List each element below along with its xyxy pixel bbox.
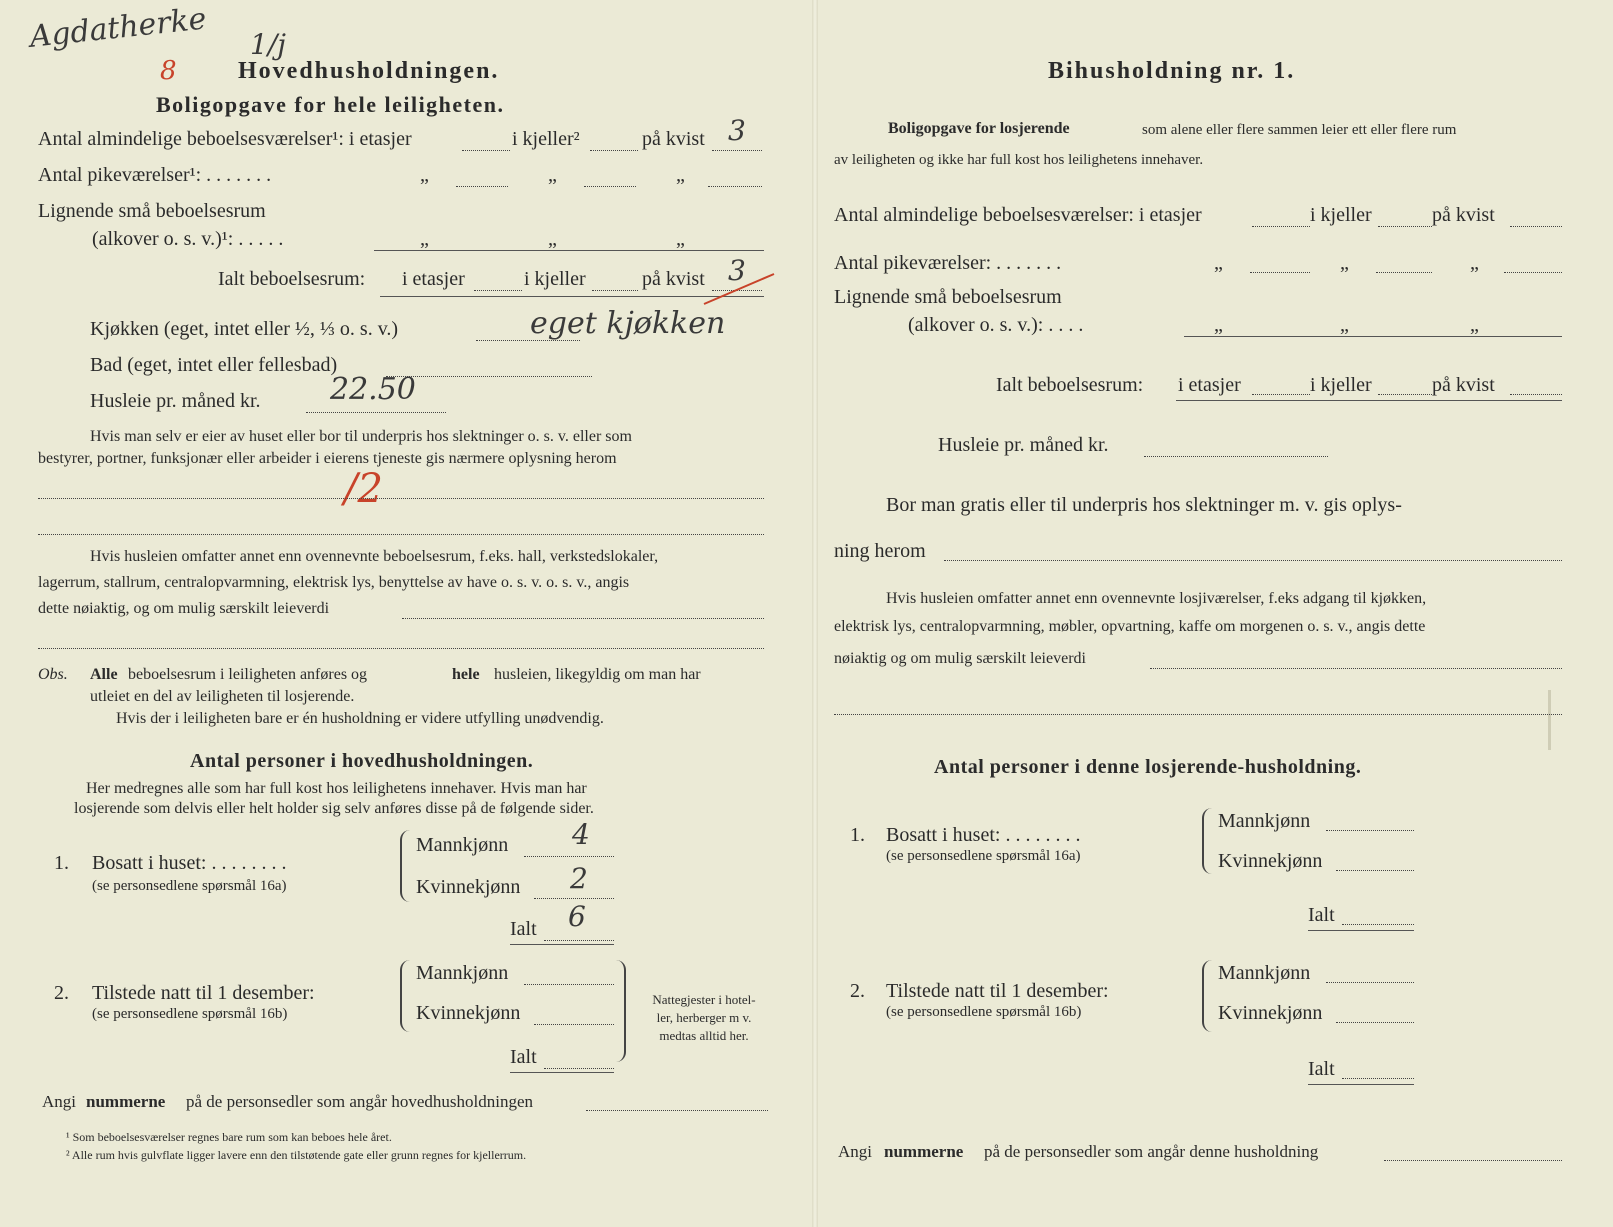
obs-text1: beboelsesrum i leiligheten anføres og [128, 666, 368, 683]
r-alkover-field-line[interactable] [1184, 336, 1562, 337]
pike-etasjer-field[interactable] [456, 186, 508, 187]
kjokken-value: eget kjøkken [530, 306, 726, 341]
q1-kvinne-label: Kvinnekjønn [416, 876, 521, 898]
q1-ialt-label: Ialt [510, 918, 537, 940]
q1-label: Bosatt i huset: . . . . . . . . [92, 852, 287, 874]
angi-bold: nummerne [86, 1092, 166, 1111]
eier-text-line2: bestyrer, portner, funksjonær eller arbeider i eierens tjeneste gis nærmere oplysning herom [38, 450, 617, 467]
q1-number: 1. [54, 852, 69, 874]
omfatter-field-line1[interactable] [402, 618, 764, 619]
r-pike-kvist-field[interactable] [1504, 272, 1562, 273]
ditto-mark: „ [420, 164, 429, 186]
r-rooms-kjeller-field[interactable] [1378, 226, 1432, 227]
r-ialt-rooms-label: Ialt beboelsesrum: [996, 374, 1144, 396]
ditto-mark: „ [1470, 314, 1479, 336]
paper-edge-mark [1548, 690, 1551, 750]
ditto-mark: „ [1470, 252, 1479, 274]
ditto-mark: „ [548, 164, 557, 186]
ditto-mark: „ [420, 228, 429, 250]
r-q2-kvinne-field[interactable] [1336, 1022, 1414, 1023]
q2-sub: (se personsedlene spørsmål 16b) [92, 1006, 288, 1022]
ialt-kvist-label: på kvist [642, 268, 705, 290]
r-angi-field[interactable] [1384, 1160, 1562, 1161]
r-q1-ialt-field[interactable] [1342, 924, 1414, 925]
r-omfatter-field2[interactable] [834, 714, 1562, 715]
ialt-kjeller-field[interactable] [592, 290, 638, 291]
ditto-mark: „ [676, 164, 685, 186]
q1-brace [400, 830, 412, 902]
obs-bold-hele: hele [452, 666, 480, 683]
r-omfatter-line3: nøiaktig og om mulig særskilt leieverdi [834, 650, 1086, 667]
q2-label: Tilstede natt til 1 desember: [92, 982, 315, 1004]
rooms-label: Antal almindelige beboelsesværelser¹: i etasjer [38, 128, 412, 150]
r-pike-kjeller-field[interactable] [1376, 272, 1432, 273]
r-q1-mann-field[interactable] [1326, 830, 1414, 831]
q1-kvinne-field[interactable] [534, 898, 614, 899]
ialt-kjeller-label: i kjeller [524, 268, 586, 290]
r-ialt-kvist-label: på kvist [1432, 374, 1495, 396]
q2-number: 2. [54, 982, 69, 1004]
r-q2-sub: (se personsedlene spørsmål 16b) [886, 1004, 1082, 1020]
r-ialt-etasjer-label: i etasjer [1178, 374, 1241, 396]
rooms-kvist-field[interactable] [712, 150, 762, 151]
handwritten-red-number: 8 [160, 56, 177, 86]
q2-right-brace [614, 960, 626, 1062]
r-q1-kvinne-label: Kvinnekjønn [1218, 850, 1323, 872]
q1-sub: (se personsedlene spørsmål 16a) [92, 878, 287, 894]
r-omfatter-line2: elektrisk lys, centralopvarmning, møbler, opvartning, kaffe om morgenen o. s. v., angis dette [834, 618, 1426, 635]
ditto-mark: „ [1214, 252, 1223, 274]
red-handwritten-mark: /2 [344, 466, 383, 512]
lignende-label: Lignende små beboelsesrum [38, 200, 266, 222]
q2-kvinne-field[interactable] [534, 1024, 614, 1025]
obs-bold-alle: Alle [90, 666, 118, 683]
omfatter-text-line3: dette nøiaktig, og om mulig særskilt leieverdi [38, 600, 330, 617]
page-fold [812, 0, 818, 1227]
red-check-mark [700, 270, 780, 310]
r-angi-bold: nummerne [884, 1142, 964, 1161]
r-rooms-kjeller-label: i kjeller [1310, 204, 1372, 226]
footnote-2: ² Alle rum hvis gulvflate ligger lavere enn den tilstøtende gate eller grunn regnes for kjellerrum. [66, 1148, 527, 1162]
r-rooms-etasjer-field[interactable] [1252, 226, 1310, 227]
alkover-label: (alkover o. s. v.)¹: . . . . . [92, 228, 284, 250]
r-q2-kvinne-label: Kvinnekjønn [1218, 1002, 1323, 1024]
q1-ialt-underline [510, 944, 614, 945]
ialt-kvist-value: 3 [728, 254, 746, 287]
q1-ialt-field[interactable] [544, 940, 614, 941]
rooms-kjeller-field[interactable] [590, 150, 638, 151]
q2-brace [400, 960, 412, 1032]
husleie-label: Husleie pr. måned kr. [90, 390, 261, 412]
omfatter-field-line2[interactable] [38, 648, 764, 649]
angi-pre: Angi [42, 1092, 76, 1111]
q1-mann-label: Mannkjønn [416, 834, 509, 856]
ialt-etasjer-field[interactable] [474, 290, 522, 291]
r-pike-label: Antal pikeværelser: . . . . . . . [834, 252, 1062, 274]
rooms-kvist-value: 3 [728, 114, 746, 147]
pike-kjeller-field[interactable] [584, 186, 636, 187]
bad-field[interactable] [386, 376, 592, 377]
r-omfatter-field1[interactable] [1150, 668, 1562, 669]
nattegjester-note-line1: Nattegjester i hotel- [652, 992, 756, 1007]
ditto-mark: „ [1340, 252, 1349, 274]
r-q1-sub: (se personsedlene spørsmål 16a) [886, 848, 1081, 864]
r-ialt-underline [1176, 400, 1562, 401]
nattegjester-note-line3: medtas alltid her. [659, 1028, 749, 1043]
r-q1-label: Bosatt i huset: . . . . . . . . [886, 824, 1081, 846]
q1-mann-field[interactable] [524, 856, 614, 857]
ditto-mark: „ [1340, 314, 1349, 336]
ialt-etasjer-label: i etasjer [402, 268, 465, 290]
r-ialt-kjeller-label: i kjeller [1310, 374, 1372, 396]
eier-text-line1: Hvis man selv er eier av huset eller bor til underpris hos slektninger o. s. v. eller som [90, 428, 632, 445]
r-q2-number: 2. [850, 980, 865, 1002]
alkover-field-line[interactable] [374, 250, 764, 251]
r-q2-brace [1202, 960, 1214, 1032]
pike-label: Antal pikeværelser¹: . . . . . . . [38, 164, 272, 186]
handwritten-corner-note: Agdatherke [28, 1, 209, 55]
ditto-mark: „ [548, 228, 557, 250]
q2-mann-field[interactable] [524, 984, 614, 985]
r-q2-ialt-label: Ialt [1308, 1058, 1335, 1080]
r-ialt-kvist-field[interactable] [1510, 394, 1562, 395]
footnote-1: ¹ Som beboelsesværelser regnes bare rum som kan beboes hele året. [66, 1130, 392, 1144]
intro-line2: av leiligheten og ikke har full kost hos leilighetens innehaver. [834, 152, 1204, 168]
antal-text-line2: losjerende som delvis eller helt holder sig selv anføres disse på de følgende sider. [74, 800, 594, 817]
pike-kvist-field[interactable] [708, 186, 762, 187]
antal-text-line1: Her medregnes alle som har full kost hos leilighetens innehaver. Hvis man har [86, 780, 587, 797]
r-rooms-label: Antal almindelige beboelsesværelser: i etasjer [834, 204, 1202, 226]
r-q2-mann-label: Mannkjønn [1218, 962, 1311, 984]
r-q1-number: 1. [850, 824, 865, 846]
main-household-title: Hovedhusholdningen. [238, 58, 500, 84]
gratis-field[interactable] [944, 560, 1562, 561]
gratis-line2: ning herom [834, 540, 926, 562]
r-pike-etasjer-field[interactable] [1250, 272, 1310, 273]
r-q1-mann-label: Mannkjønn [1218, 810, 1311, 832]
rooms-etasjer-field[interactable] [462, 150, 510, 151]
r-lignende-label: Lignende små beboelsesrum [834, 286, 1062, 308]
obs-text3: utleiet en del av leiligheten til losjerende. [90, 688, 355, 705]
omfatter-text-line2: lagerrum, stallrum, centralopvarmning, elektrisk lys, benyttelse av have o. s. v. o. s. v., angis [38, 574, 630, 591]
bihusholdning-title: Bihusholdning nr. 1. [1048, 58, 1296, 84]
rooms-kvist-label: på kvist [642, 128, 705, 150]
ialt-rooms-label: Ialt beboelsesrum: [218, 268, 366, 290]
intro-bold: Boligopgave for losjerende [888, 120, 1070, 137]
q2-ialt-underline [510, 1072, 614, 1073]
r-q2-label: Tilstede natt til 1 desember: [886, 980, 1109, 1002]
r-q2-ialt-field[interactable] [1342, 1078, 1414, 1079]
main-household-subtitle: Boligopgave for hele leiligheten. [156, 92, 505, 117]
obs-text4: Hvis der i leiligheten bare er én husholdning er videre utfylling unødvendig. [116, 710, 604, 727]
ditto-mark: „ [676, 228, 685, 250]
omfatter-text-line1: Hvis husleien omfatter annet enn ovennevnte beboelsesrum, f.eks. hall, verkstedslokaler, [90, 548, 659, 565]
ditto-mark: „ [1214, 314, 1223, 336]
angi-field[interactable] [586, 1110, 768, 1111]
r-alkover-label: (alkover o. s. v.): . . . . [908, 314, 1084, 336]
rooms-kjeller-label: i kjeller² [512, 128, 580, 150]
husleie-field[interactable] [306, 412, 446, 413]
r-angi-post: på de personsedler som angår denne husholdning [984, 1142, 1319, 1161]
q1-kvinne-value: 2 [570, 862, 588, 895]
r-rooms-kvist-label: på kvist [1432, 204, 1495, 226]
r-ialt-kjeller-field[interactable] [1378, 394, 1432, 395]
kjokken-label: Kjøkken (eget, intet eller ½, ⅓ o. s. v.) [90, 318, 399, 340]
r-q1-ialt-label: Ialt [1308, 904, 1335, 926]
handwritten-corner-mark: 1/j [250, 28, 286, 61]
q2-mann-label: Mannkjønn [416, 962, 509, 984]
intro-line1: som alene eller flere sammen leier ett eller flere rum [1142, 122, 1457, 138]
r-q1-ialt-underline [1308, 930, 1414, 931]
r-q2-mann-field[interactable] [1326, 982, 1414, 983]
r-ialt-etasjer-field[interactable] [1252, 394, 1310, 395]
r-q2-ialt-underline [1308, 1084, 1414, 1085]
eier-field-line2[interactable] [38, 534, 764, 535]
r-q1-brace [1202, 808, 1214, 874]
r-husleie-label: Husleie pr. måned kr. [938, 434, 1109, 456]
nattegjester-note-line2: ler, herberger m v. [656, 1010, 752, 1025]
antal-personer-title: Antal personer i hovedhusholdningen. [190, 750, 534, 772]
eier-field-line1[interactable] [38, 498, 764, 499]
angi-post: på de personsedler som angår hovedhusholdningen [186, 1092, 533, 1111]
husleie-value: 22.50 [330, 372, 416, 407]
q1-mann-value: 4 [572, 818, 590, 851]
q2-kvinne-label: Kvinnekjønn [416, 1002, 521, 1024]
obs-text2: husleien, likegyldig om man har [494, 666, 701, 683]
r-q1-kvinne-field[interactable] [1336, 870, 1414, 871]
r-angi-pre: Angi [838, 1142, 872, 1161]
q2-ialt-field[interactable] [544, 1068, 614, 1069]
gratis-line1: Bor man gratis eller til underpris hos slektninger m. v. gis oplys- [886, 494, 1402, 516]
obs-label: Obs. [38, 666, 68, 683]
r-antal-personer-title: Antal personer i denne losjerende-husholdning. [934, 756, 1362, 778]
bad-label: Bad (eget, intet eller fellesbad) [90, 354, 338, 376]
r-rooms-kvist-field[interactable] [1510, 226, 1562, 227]
r-husleie-field[interactable] [1144, 456, 1328, 457]
r-omfatter-line1: Hvis husleien omfatter annet enn ovennevnte losjiværelser, f.eks adgang til kjøkken, [886, 590, 1427, 607]
q2-ialt-label: Ialt [510, 1046, 537, 1068]
q1-ialt-value: 6 [568, 900, 586, 933]
